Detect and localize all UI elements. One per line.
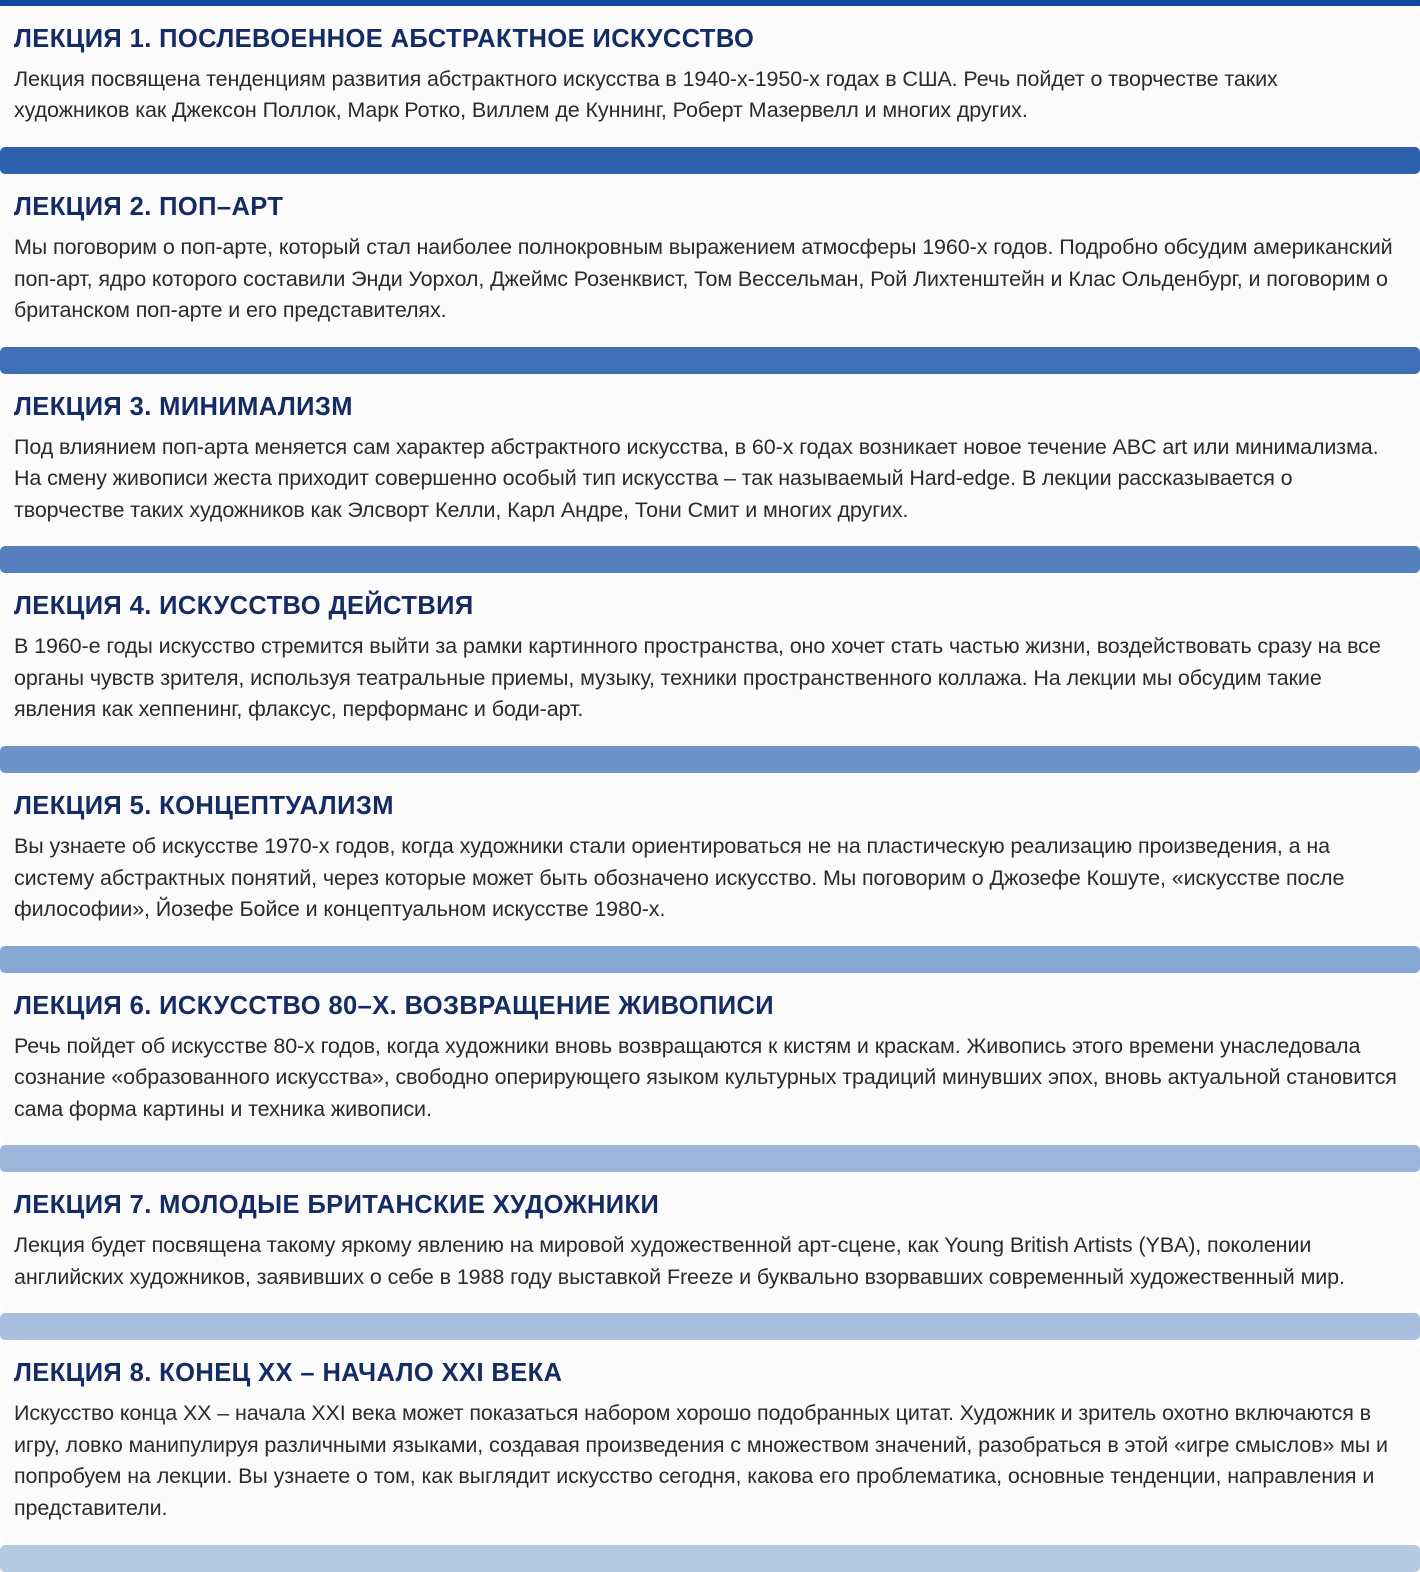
section-divider-2 [0,347,1420,374]
lecture-title-4: ЛЕКЦИЯ 4. ИСКУССТВО ДЕЙСТВИЯ [14,592,474,621]
lecture-body-3: Под влиянием поп-арта меняется сам характер абстрактного искусства, в 60-х годах возникает новое течение ABC art или минимализма. На смену живописи жеста приходит совершенно особый тип искусства – так называемый Hard-edge. В лекции рассказывается о творчестве таких художников как Элсворт Келли, Карл Андре, Тони Смит и многих других. [14,434,1379,522]
lecture-card-6 [0,973,1420,1146]
section-divider-3 [0,546,1420,573]
section-divider-4 [0,746,1420,773]
lecture-body-7: Лекция будет посвящена такому яркому явлению на мировой художественной арт-сцене, как Young British Artists (YBA), поколении английских художников, заявивших о себе в 1988 году выставкой Freeze и буквально взорвавших современный художественный мир. [14,1233,1345,1289]
lecture-body-6: Речь пойдет об искусстве 80-х годов, когда художники вновь возвращаются к кистям и краскам. Живопись этого времени унаследовала сознание «образованного искусства», свободно оперирующего языком культурных традиций минувших эпох, вновь актуальной становится сама форма картины и техника живописи. [14,1033,1397,1121]
lecture-card-7 [0,1172,1420,1313]
lecture-body-1: Лекция посвящена тенденциям развития абстрактного искусства в 1940-х-1950-х годах в США. Речь пойдет о творчестве таких художников как Джексон Поллок, Марк Ротко, Виллем де Куннинг, Роберт Мазервелл и многих других. [14,66,1278,123]
lecture-card-3 [0,374,1420,547]
lecture-title-8: ЛЕКЦИЯ 8. КОНЕЦ XX – НАЧАЛО XXI ВЕКА [14,1359,563,1388]
section-divider-6 [0,1145,1420,1172]
lecture-body-2: Мы поговорим о поп-арте, который стал наиболее полнокровным выражением атмосферы 1960-х годов. Подробно обсудим американский поп-арт, ядро которого составили Энди Уорхол, Джеймс Розенквист, Том Вессельман, Рой Лихтенштейн и Клас Ольденбург, и поговорим о британском поп-арте и его представителях. [14,234,1393,323]
lecture-title-6: ЛЕКЦИЯ 6. ИСКУССТВО 80–Х. ВОЗВРАЩЕНИЕ ЖИВОПИСИ [14,991,774,1020]
lecture-card-4 [0,573,1420,746]
section-divider-1 [0,147,1420,174]
lecture-body-4: В 1960-е годы искусство стремится выйти за рамки картинного пространства, оно хочет стать частью жизни, воздействовать сразу на все органы чувств зрителя, используя театральные приемы, музыку, техники пространственного коллажа. На лекции мы обсудим такие явления как хеппенинг, флаксус, перформанс и боди-арт. [14,634,1381,722]
lecture-card-1 [0,6,1420,147]
lecture-card-2 [0,174,1420,347]
lecture-card-5 [0,773,1420,946]
lecture-title-2: ЛЕКЦИЯ 2. ПОП–АРТ [14,193,284,222]
section-divider-7 [0,1313,1420,1340]
lecture-title-3: ЛЕКЦИЯ 3. МИНИМАЛИЗМ [14,392,353,421]
lecture-title-5: ЛЕКЦИЯ 5. КОНЦЕПТУАЛИЗМ [14,792,394,821]
lecture-title-1: ЛЕКЦИЯ 1. ПОСЛЕВОЕННОЕ АБСТРАКТНОЕ ИСКУССТВО [14,25,755,53]
lecture-body-8: Искусство конца XX – начала XXI века может показаться набором хорошо подобранных цитат. Художник и зритель охотно включаются в игру, ловко манипулируя различными языками, создавая произведения с множеством значений, разобраться в этой «игре смыслов» мы и попробуем на лекции. Вы узнаете о том, как выглядит искусство сегодня, какова его проблематика, основные тенденции, направления и представители. [14,1401,1388,1521]
section-divider-5 [0,946,1420,973]
section-divider-8 [0,1545,1420,1572]
lecture-body-5: Вы узнаете об искусстве 1970-х годов, когда художники стали ориентироваться не на пластическую реализацию произведения, а на систему абстрактных понятий, через которые может быть обозначено искусство. Мы поговорим о Джозефе Кошуте, «искусстве после философии», Йозефе Бойсе и концептуальном искусстве 1980-х. [14,833,1345,922]
lecture-card-8 [0,1340,1420,1544]
lecture-title-7: ЛЕКЦИЯ 7. МОЛОДЫЕ БРИТАНСКИЕ ХУДОЖНИКИ [14,1191,660,1220]
